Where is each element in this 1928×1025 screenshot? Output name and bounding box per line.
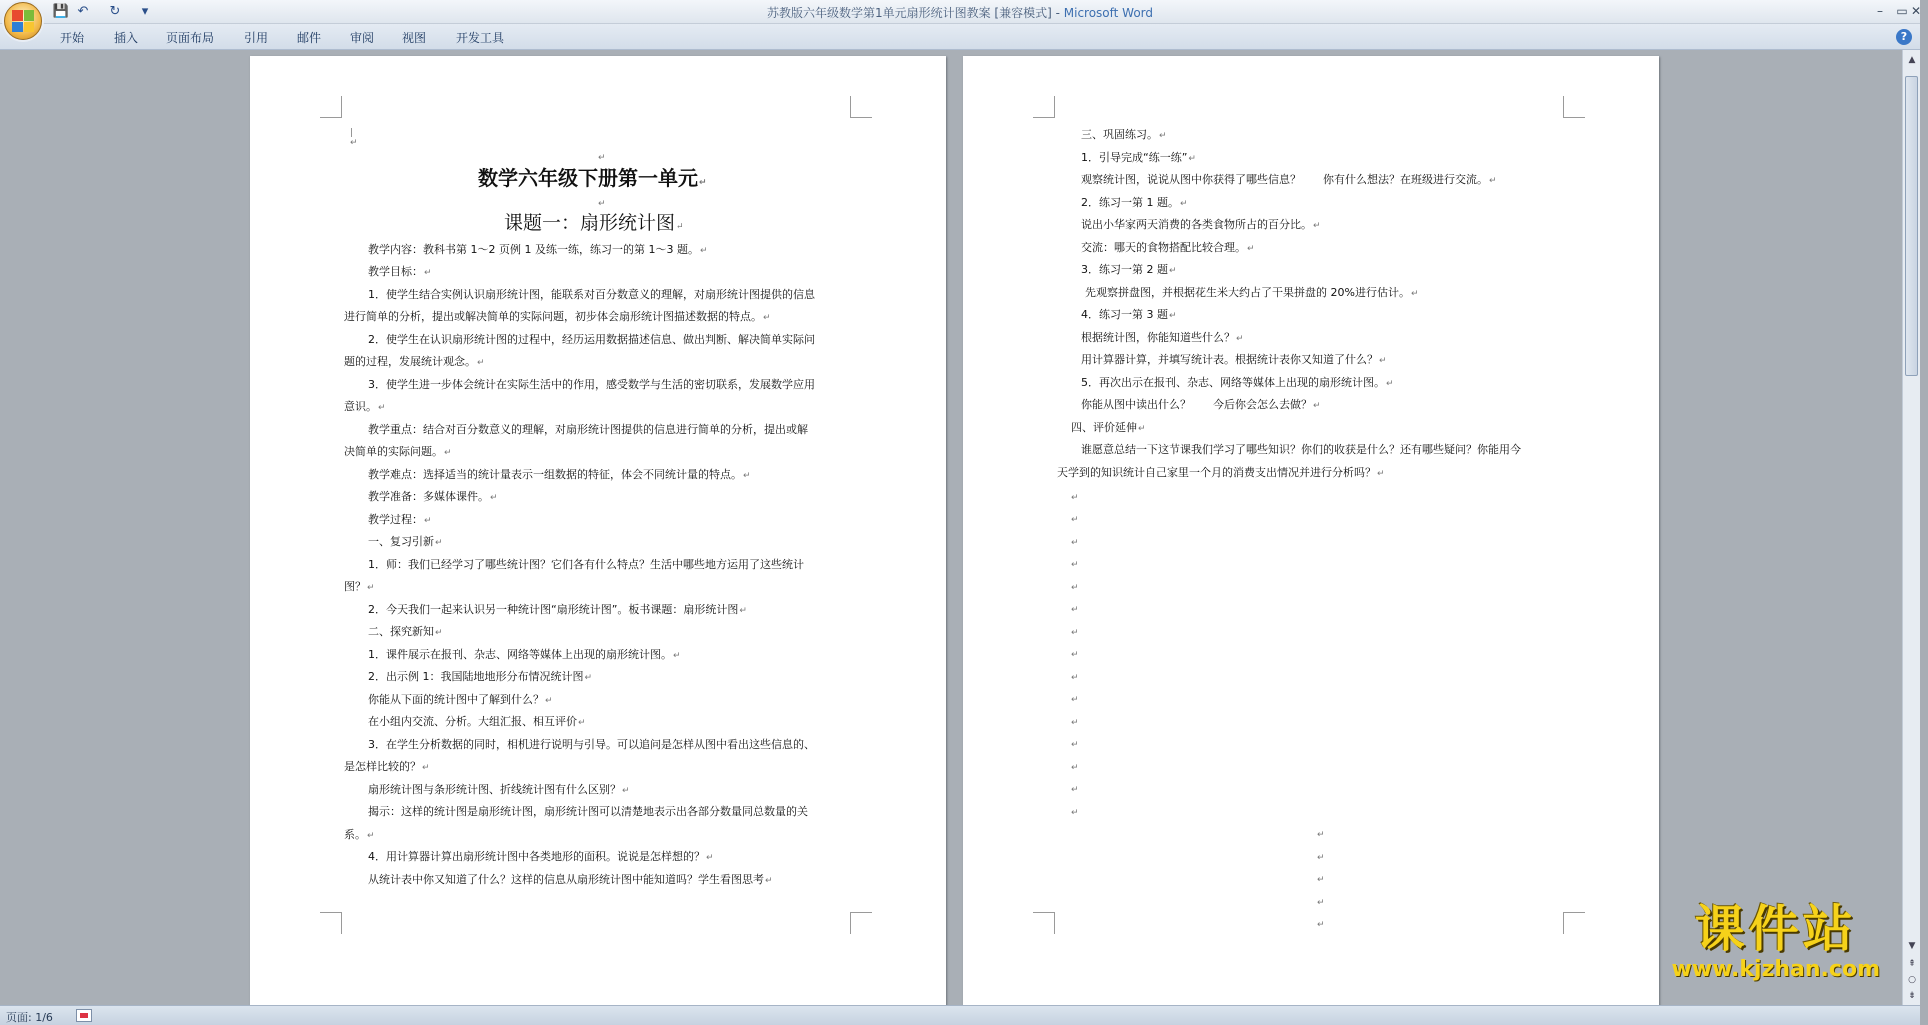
text-line: 二、探究新知 ↵ (368, 625, 443, 640)
scroll-down-icon[interactable]: ▼ (1908, 941, 1916, 951)
text-line: 一、复习引新 ↵ (368, 535, 443, 550)
doc-subtitle: 课题一：扇形统计图 ↵ (504, 210, 684, 240)
paragraph-mark: ↵ (1317, 920, 1325, 930)
crop-mark (850, 96, 872, 118)
scrollbar-thumb[interactable] (1905, 76, 1918, 376)
doc-title: 数学六年级下册第一单元 ↵ (478, 165, 707, 196)
proofing-icon[interactable] (76, 1009, 92, 1022)
text-line: 教学重点：结合对百分数意义的理解，对扇形统计图提供的信息进行简单的分析，提出或解 (368, 423, 808, 436)
paragraph-mark: ↵ (1071, 583, 1079, 593)
paragraph-mark: ↵ (1071, 628, 1079, 638)
paragraph-mark: ↵ (1071, 718, 1079, 728)
office-logo-icon (12, 10, 34, 32)
tab-page-layout[interactable]: 页面布局 (166, 31, 215, 45)
paragraph-mark: ↵ (1071, 650, 1079, 660)
text-line: 意识。 ↵ (344, 400, 386, 415)
text-line: 教学准备：多媒体课件。 ↵ (368, 490, 498, 505)
paragraph-mark: ↵ (1071, 740, 1079, 750)
text-line: 教学过程： ↵ (368, 513, 432, 528)
close-button[interactable]: ✕ (1910, 4, 1922, 18)
text-line: 扇形统计图与条形统计图、折线统计图有什么区别？ ↵ (368, 783, 630, 798)
paragraph-mark: ↵ (1071, 605, 1079, 615)
text-line: 教学内容：教科书第 1～2 页例 1 及练一练，练习一的第 1～3 题。 ↵ (368, 243, 708, 258)
app-name: Microsoft Word (1063, 6, 1154, 20)
text-line: 2．练习一第 1 题。 ↵ (1081, 196, 1188, 211)
text-line: 四、评价延伸 ↵ (1071, 421, 1146, 436)
text-line: 根据统计图，你能知道些什么？ ↵ (1081, 331, 1244, 346)
site-watermark (1671, 901, 1880, 983)
paragraph-mark: ↵ (1317, 853, 1325, 863)
text-line: 天学到的知识统计自己家里一个月的消费支出情况并进行分析吗？ ↵ (1057, 466, 1385, 481)
help-icon[interactable]: ? (1896, 29, 1912, 45)
paragraph-mark: ↵ (1071, 515, 1079, 525)
minimize-button[interactable]: – (1877, 4, 1883, 18)
text-line: 2．出示例 1：我国陆地地形分布情况统计图 ↵ (368, 670, 592, 685)
paragraph-mark: ↵ (1071, 673, 1079, 683)
document-page-2[interactable] (963, 56, 1659, 1016)
crop-mark (320, 96, 342, 118)
page-indicator[interactable]: 页面: 1/6 (6, 1011, 53, 1024)
crop-mark (1563, 96, 1585, 118)
text-line: 你能从下面的统计图中了解到什么？ ↵ (368, 693, 553, 708)
text-line: 是怎样比较的？ ↵ (344, 760, 430, 775)
tab-home[interactable]: 开始 (60, 31, 85, 45)
tab-view[interactable]: 视图 (402, 31, 427, 45)
crop-mark (320, 912, 342, 934)
customize-qat-icon[interactable]: ▾ (141, 4, 149, 19)
status-bar (0, 1005, 1920, 1025)
paragraph-mark: ↵ (1317, 875, 1325, 885)
save-icon[interactable]: 💾 (52, 4, 70, 19)
prev-page-icon[interactable]: ⇞ (1908, 959, 1916, 969)
paragraph-mark: ↵ (1071, 538, 1079, 548)
text-line: 4．用计算器计算出扇形统计图中各类地形的面积。说说是怎样想的？ ↵ (368, 850, 714, 865)
text-line: 教学目标： ↵ (368, 265, 432, 280)
text-line: 3．练习一第 2 题 ↵ (1081, 263, 1177, 278)
paragraph-mark: ↵ (1071, 785, 1079, 795)
text-line: 从统计表中你又知道了什么？这样的信息从扇形统计图中能知道吗？学生看图思考 ↵ (368, 873, 773, 888)
text-line: 先观察拼盘图，并根据花生米大约占了干果拼盘的 20%进行估计。 ↵ (1085, 286, 1419, 301)
text-line: 4．练习一第 3 题 ↵ (1081, 308, 1177, 323)
text-line: 决简单的实际问题。 ↵ (344, 445, 452, 460)
ribbon-tab-bar (0, 24, 1920, 50)
scroll-up-icon[interactable]: ▲ (1908, 55, 1916, 65)
text-line: 观察统计图，说说从图中你获得了哪些信息？ 你有什么想法？在班级进行交流。 ↵ (1081, 173, 1497, 188)
text-line: 你能从图中读出什么？ 今后你会怎么去做？ ↵ (1081, 398, 1321, 413)
tab-references[interactable]: 引用 (244, 31, 269, 45)
document-workspace (0, 50, 1902, 1005)
text-line: 在小组内交流、分析。大组汇报、相互评价 ↵ (368, 715, 586, 730)
text-line: 1．师：我们已经学习了哪些统计图？它们各有什么特点？生活中哪些地方运用了这些统计 (368, 558, 804, 571)
text-line: 三、巩固练习。 ↵ (1081, 128, 1167, 143)
text-line: 5．再次出示在报刊、杂志、网络等媒体上出现的扇形统计图。 ↵ (1081, 376, 1394, 391)
vertical-scrollbar[interactable] (1902, 50, 1920, 1005)
document-title: 苏教版六年级数学第1单元扇形统计图教案 [兼容模式] - (766, 6, 1064, 20)
text-line: 2．今天我们一起来认识另一种统计图“扇形统计图”。板书课题：扇形统计图 ↵ (368, 603, 747, 618)
tab-mailings[interactable]: 邮件 (297, 31, 322, 45)
crop-mark (1033, 912, 1055, 934)
paragraph-mark: ↵ (1071, 763, 1079, 773)
paragraph-mark: ↵ (598, 199, 606, 209)
text-line: 1．引导完成“练一练” ↵ (1081, 151, 1196, 166)
document-page-1[interactable] (250, 56, 946, 1016)
paragraph-mark: ↵ (1071, 560, 1079, 570)
text-line: 谁愿意总结一下这节课我们学习了哪些知识？你们的收获是什么？还有哪些疑问？你能用今 (1081, 443, 1521, 456)
paragraph-mark: ↵ (1071, 695, 1079, 705)
paragraph-mark: ↵ (1317, 830, 1325, 840)
office-button[interactable] (4, 2, 42, 40)
text-line: 说出小华家两天消费的各类食物所占的百分比。 ↵ (1081, 218, 1321, 233)
watermark-url: www.kjzhan.com (1671, 957, 1880, 982)
text-line: 1．使学生结合实例认识扇形统计图，能联系对百分数意义的理解，对扇形统计图提供的信息 (368, 288, 815, 301)
text-line: 揭示：这样的统计图是扇形统计图，扇形统计图可以清楚地表示出各部分数量同总数量的关 (368, 805, 808, 818)
text-line: 图？ ↵ (344, 580, 375, 595)
redo-icon[interactable]: ↻ (109, 4, 121, 19)
paragraph-mark: ↵ (598, 153, 606, 163)
text-line: 1．课件展示在报刊、杂志、网络等媒体上出现的扇形统计图。 ↵ (368, 648, 681, 663)
text-line: 系。 ↵ (344, 828, 375, 843)
text-line: 题的过程，发展统计观念。 ↵ (344, 355, 485, 370)
text-line: 3．在学生分析数据的同时，相机进行说明与引导。可以追问是怎样从图中看出这些信息的、 (368, 738, 815, 751)
text-line: 用计算器计算，并填写统计表。根据统计表你又知道了什么？ ↵ (1081, 353, 1387, 368)
crop-mark (1563, 912, 1585, 934)
text-line: 进行简单的分析，提出或解决简单的实际问题，初步体会扇形统计图描述数据的特点。 ↵ (344, 310, 771, 325)
text-line: 教学难点：选择适当的统计量表示一组数据的特征，体会不同统计量的特点。 ↵ (368, 468, 751, 483)
crop-mark (850, 912, 872, 934)
text-line: 3．使学生进一步体会统计在实际生活中的作用，感受数学与生活的密切联系，发展数学应用 (368, 378, 815, 391)
tab-insert[interactable]: 插入 (114, 31, 139, 45)
title-bar (0, 0, 1920, 24)
paragraph-mark: ↵ (1071, 493, 1079, 503)
tab-review[interactable]: 审阅 (350, 31, 375, 45)
crop-mark (1033, 96, 1055, 118)
text-line: 交流：哪天的食物搭配比较合理。 ↵ (1081, 241, 1255, 256)
cursor-mark: |↵ (350, 128, 358, 148)
paragraph-mark: ↵ (1317, 898, 1325, 908)
window-title (0, 4, 1920, 21)
undo-icon[interactable]: ↶ (77, 4, 89, 19)
next-page-icon[interactable]: ⇟ (1908, 991, 1916, 1001)
watermark-title: 课件站 (1694, 900, 1857, 958)
browse-object-icon[interactable]: ○ (1908, 975, 1916, 985)
restore-button[interactable]: ▭ (1896, 4, 1908, 18)
text-line: 2．使学生在认识扇形统计图的过程中，经历运用数据描述信息、做出判断、解决简单实际问 (368, 333, 815, 346)
paragraph-mark: ↵ (1071, 808, 1079, 818)
tab-developer[interactable]: 开发工具 (456, 31, 505, 45)
